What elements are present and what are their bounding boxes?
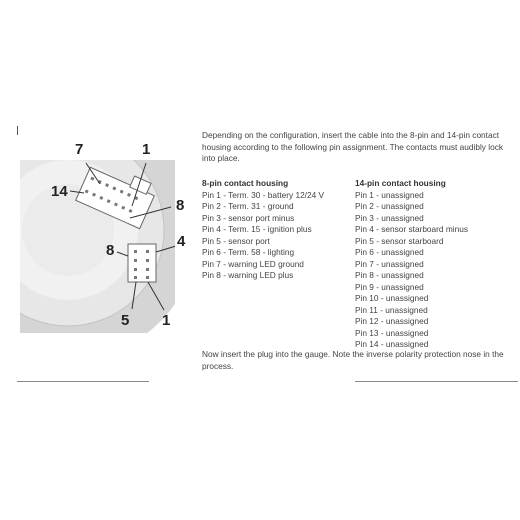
pin14-item: Pin 14 - unassigned [355, 339, 429, 349]
pin14-item: Pin 3 - unassigned [355, 212, 424, 223]
outro-paragraph: Now insert the plug into the gauge. Note the inverse polarity protection nose in the process. [202, 349, 504, 371]
connector-figure [20, 141, 186, 333]
pin14-item: Pin 12 - unassigned [355, 316, 429, 326]
pin8-item: Pin 2 - Term. 31 - ground [202, 201, 294, 211]
pin8-item: Pin 3 - sensor port minus [202, 212, 295, 223]
pin14-item: Pin 6 - unassigned [355, 247, 424, 257]
intro-paragraph: Depending on the configuration, insert the cable into the 8-pin and 14-pin contact housing according to the following pin assignment. The contacts must audibly lock into place. [202, 130, 504, 163]
pin14-item: Pin 11 - unassigned [355, 304, 428, 315]
pin8-column [202, 178, 324, 282]
pin14-item: Pin 1 - unassigned [355, 189, 424, 200]
label-pin-4: 4 [177, 233, 186, 250]
label-pin-7: 7 [75, 141, 84, 158]
pin14-item: Pin 7 - unassigned [355, 258, 424, 269]
pin8-item: Pin 4 - Term. 15 - ignition plus [202, 224, 312, 234]
pin14-item: Pin 13 - unassigned [355, 327, 429, 338]
pin14-item: Pin 8 - unassigned [355, 270, 424, 280]
pin14-item: Pin 2 - unassigned [355, 201, 424, 211]
divider-left [17, 381, 149, 382]
pin8-item: Pin 5 - sensor port [202, 235, 270, 246]
pin14-heading: 14-pin contact housing [355, 178, 446, 188]
pin14-item: Pin 5 - sensor starboard [355, 235, 444, 246]
label-pin-1-top: 1 [142, 141, 151, 158]
margin-marker [17, 126, 18, 135]
pin14-item: Pin 10 - unassigned [355, 293, 429, 303]
pin8-item: Pin 1 - Term. 30 - battery 12/24 V [202, 189, 325, 200]
pin8-item: Pin 7 - warning LED ground [202, 258, 304, 269]
divider-right [355, 381, 518, 382]
pin8-heading: 8-pin contact housing [202, 178, 289, 188]
label-pin-14: 14 [51, 183, 68, 200]
label-pin-5: 5 [121, 312, 130, 329]
pin8-item: Pin 8 - warning LED plus [202, 270, 294, 280]
label-pin-1-bottom: 1 [162, 312, 171, 329]
pin14-column [355, 178, 468, 351]
label-pin-8-left: 8 [106, 242, 115, 259]
label-pin-8-right: 8 [176, 197, 185, 214]
connector-illustration [20, 160, 175, 333]
pin8-item: Pin 6 - Term. 58 - lighting [202, 247, 295, 257]
pin14-item: Pin 4 - sensor starboard minus [355, 224, 468, 234]
pin14-item: Pin 9 - unassigned [355, 281, 424, 292]
